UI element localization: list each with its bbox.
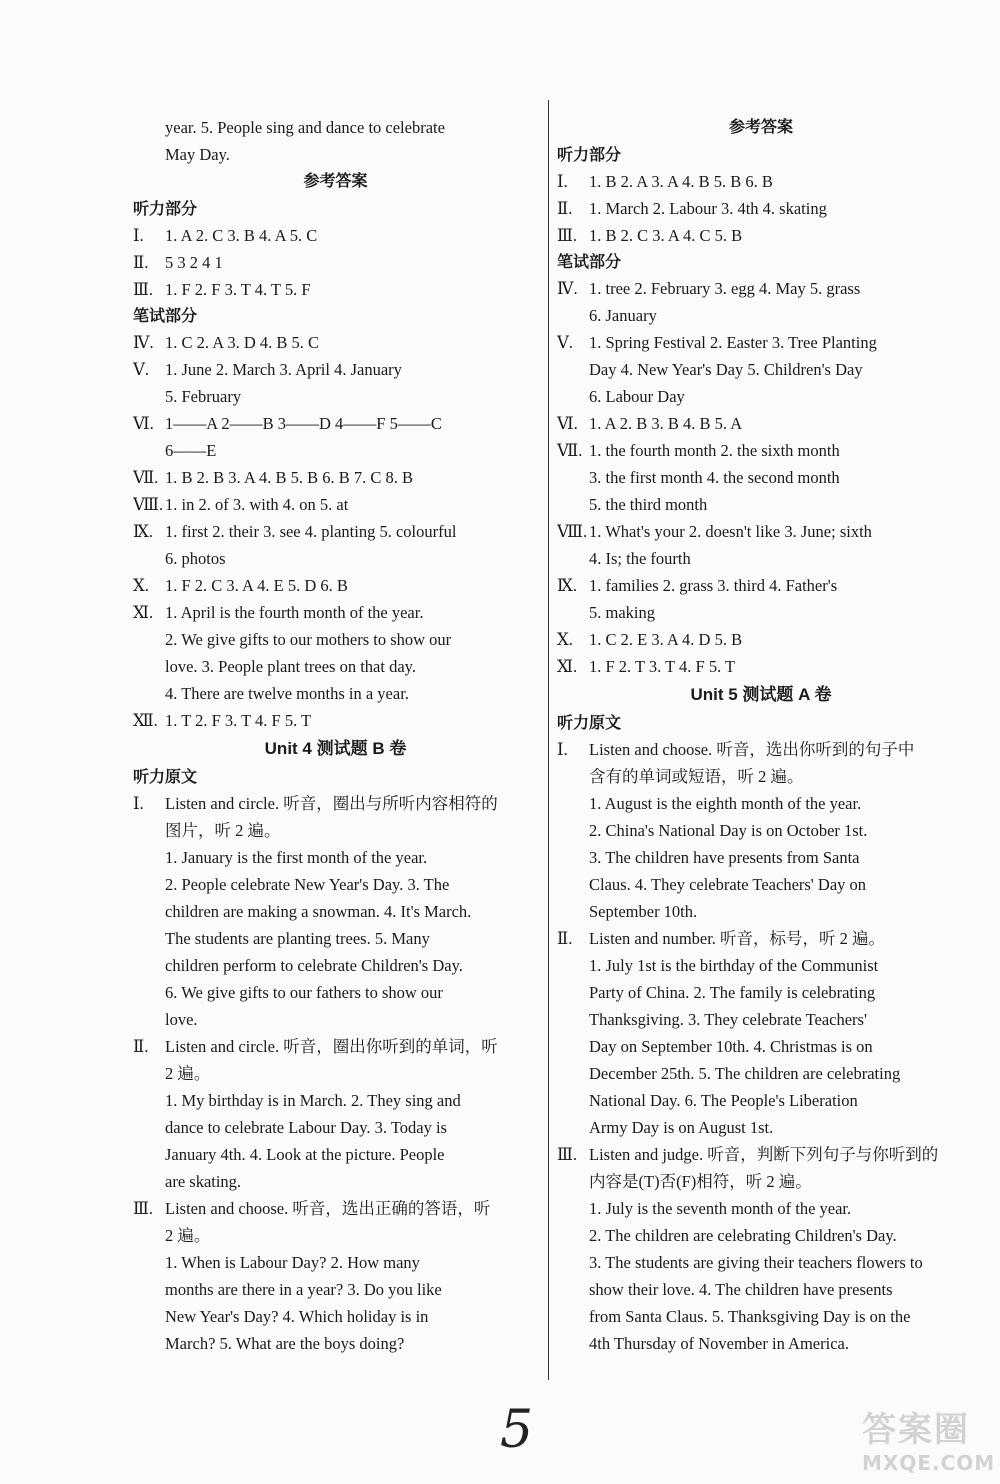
text-line: 6. January [589, 306, 657, 325]
answer-line [133, 1033, 538, 1060]
roman-numeral: Ⅵ. [557, 414, 578, 433]
roman-numeral: Ⅰ. [133, 226, 144, 245]
text-line: 6. photos [165, 549, 226, 568]
section-heading: 笔试部分 [133, 306, 198, 325]
text-line: Day 4. New Year's Day 5. Children's Day [589, 360, 863, 379]
answer-line [557, 626, 965, 653]
text-line: September 10th. [589, 902, 698, 921]
text-line: 内容是(T)否(F)相符，听 2 遍。 [589, 1172, 812, 1191]
roman-numeral: Ⅰ. [133, 794, 144, 813]
line-text: 1. What's your 2. doesn't like 3. June; sixth [589, 522, 872, 541]
section-heading: 听力部分 [133, 199, 198, 218]
answer-line [133, 249, 538, 276]
text-line: from Santa Claus. 5. Thanksgiving Day is on the [589, 1307, 911, 1326]
text-line: 6——E [165, 441, 217, 460]
text-line: May Day. [165, 145, 230, 164]
roman-numeral: Ⅰ. [557, 172, 568, 191]
text-line: 5. February [165, 387, 242, 406]
roman-numeral: Ⅸ. [133, 522, 154, 541]
roman-numeral: Ⅴ. [133, 360, 150, 379]
line-text: 1. March 2. Labour 3. 4th 4. skating [589, 199, 827, 218]
answer-line [133, 599, 538, 626]
unit-heading: Unit 4 测试题 B 卷 [264, 739, 407, 758]
answer-line [133, 790, 538, 817]
answer-line [557, 1141, 965, 1168]
answer-line [557, 195, 965, 222]
roman-numeral: Ⅳ. [133, 333, 154, 352]
roman-numeral: Ⅲ. [133, 1199, 154, 1218]
line-text: 1. B 2. B 3. A 4. B 5. B 6. B 7. C 8. B [165, 468, 414, 487]
line-text: Listen and choose. 听音，选出你听到的句子中 [589, 740, 915, 759]
text-line: Claus. 4. They celebrate Teachers' Day on [589, 875, 867, 894]
line-text: Listen and circle. 听音，圈出与所听内容相符的 [165, 794, 498, 813]
text-line: The students are planting trees. 5. Many [165, 929, 430, 948]
line-text: 5 3 2 4 1 [165, 253, 223, 272]
roman-numeral: Ⅱ. [133, 253, 149, 272]
text-line: 2. The children are celebrating Children's Day. [589, 1226, 897, 1245]
roman-numeral: Ⅻ. [133, 711, 158, 730]
roman-numeral: Ⅴ. [557, 333, 574, 352]
roman-numeral: Ⅺ. [557, 657, 578, 676]
text-line: 图片，听 2 遍。 [165, 821, 281, 840]
text-line: show their love. 4. The children have presents [589, 1280, 893, 1299]
watermark-logo [862, 1402, 996, 1475]
line-text: 1. A 2. B 3. B 4. B 5. A [589, 414, 743, 433]
left-column [133, 114, 538, 1357]
text-line: 1. July 1st is the birthday of the Communist [589, 956, 879, 975]
line-text: 1. first 2. their 3. see 4. planting 5. colourful [165, 522, 457, 541]
answer-line [557, 410, 965, 437]
text-line: love. [165, 1010, 198, 1029]
answer-heading: 参考答案 [303, 173, 368, 190]
text-line: New Year's Day? 4. Which holiday is in [165, 1307, 429, 1326]
right-column [557, 114, 965, 1357]
text-line: 2 遍。 [165, 1064, 211, 1083]
text-line: children perform to celebrate Children's Day. [165, 956, 463, 975]
roman-numeral: Ⅶ. [557, 441, 583, 460]
text-line: 2. China's National Day is on October 1st. [589, 821, 868, 840]
answer-line [133, 410, 538, 437]
line-text: 1. June 2. March 3. April 4. January [165, 360, 402, 379]
line-text: 1. A 2. C 3. B 4. A 5. C [165, 226, 318, 245]
roman-numeral: Ⅲ. [557, 1145, 578, 1164]
section-heading: 听力原文 [557, 713, 622, 732]
roman-numeral: Ⅳ. [557, 279, 578, 298]
roman-numeral: Ⅰ. [557, 740, 568, 759]
line-text: 1. April is the fourth month of the year. [165, 603, 424, 622]
roman-numeral: Ⅹ. [133, 576, 149, 595]
text-line: Day on September 10th. 4. Christmas is on [589, 1037, 873, 1056]
answer-line [557, 437, 965, 464]
text-line: December 25th. 5. The children are celebrating [589, 1064, 901, 1083]
answer-line [133, 329, 538, 356]
section-heading: 笔试部分 [557, 252, 622, 271]
roman-numeral: Ⅺ. [133, 603, 154, 622]
line-text: Listen and circle. 听音，圈出你听到的单词，听 [165, 1037, 498, 1056]
answer-line [133, 464, 538, 491]
line-text: 1. F 2. C 3. A 4. E 5. D 6. B [165, 576, 348, 595]
text-line: 1. January is the first month of the year. [165, 848, 428, 867]
section-heading: 听力部分 [557, 145, 622, 164]
line-text: 1. Spring Festival 2. Easter 3. Tree Planting [589, 333, 877, 352]
answer-line [557, 329, 965, 356]
roman-numeral: Ⅲ. [557, 226, 578, 245]
answer-heading: 参考答案 [728, 119, 793, 136]
line-text: 1. F 2. F 3. T 4. T 5. F [165, 280, 311, 299]
answer-line [557, 925, 965, 952]
answer-line [133, 222, 538, 249]
answer-line [133, 356, 538, 383]
roman-numeral: Ⅱ. [557, 199, 573, 218]
line-text: 1. C 2. A 3. D 4. B 5. C [165, 333, 320, 352]
text-line: children are making a snowman. 4. It's March. [165, 902, 472, 921]
line-text: 1. the fourth month 2. the sixth month [589, 441, 840, 460]
roman-numeral: Ⅷ. [557, 522, 588, 541]
answer-line [557, 736, 965, 763]
text-line: 3. the first month 4. the second month [589, 468, 840, 487]
unit-heading: Unit 5 测试题 A 卷 [690, 685, 832, 704]
line-text: 1. F 2. T 3. T 4. F 5. T [589, 657, 736, 676]
text-line: 2 遍。 [165, 1226, 211, 1245]
answer-line [133, 518, 538, 545]
roman-numeral: Ⅱ. [133, 1037, 149, 1056]
text-line: 6. We give gifts to our fathers to show our [165, 983, 443, 1002]
text-line: year. 5. People sing and dance to celebrate [165, 118, 445, 137]
roman-numeral: Ⅹ. [557, 630, 573, 649]
line-text: 1. in 2. of 3. with 4. on 5. at [165, 495, 349, 514]
text-line: 1. When is Labour Day? 2. How many [165, 1253, 420, 1272]
text-line: are skating. [165, 1172, 242, 1191]
answer-line [133, 707, 538, 734]
text-line: January 4th. 4. Look at the picture. People [165, 1145, 445, 1164]
roman-numeral: Ⅸ. [557, 576, 578, 595]
section-heading: 听力原文 [133, 767, 198, 786]
answer-line [557, 222, 965, 249]
answer-line [133, 276, 538, 303]
text-line: 4. There are twelve months in a year. [165, 684, 409, 703]
text-line: love. 3. People plant trees on that day. [165, 657, 416, 676]
text-line: 2. We give gifts to our mothers to show our [165, 630, 452, 649]
answer-line [557, 572, 965, 599]
answer-line [133, 491, 538, 518]
text-line: National Day. 6. The People's Liberation [589, 1091, 858, 1110]
text-line: months are there in a year? 3. Do you like [165, 1280, 442, 1299]
text-line: Party of China. 2. The family is celebrating [589, 983, 876, 1002]
text-line: 3. The students are giving their teachers flowers to [589, 1253, 923, 1272]
answer-line [133, 572, 538, 599]
answer-line [133, 1195, 538, 1222]
column-divider [548, 100, 549, 1380]
answer-line [557, 168, 965, 195]
answer-line [557, 275, 965, 302]
line-text: Listen and judge. 听音，判断下列句子与你听到的 [589, 1145, 939, 1164]
text-line: 含有的单词或短语，听 2 遍。 [589, 767, 804, 786]
text-line: 1. My birthday is in March. 2. They sing and [165, 1091, 461, 1110]
text-line: 2. People celebrate New Year's Day. 3. The [165, 875, 450, 894]
answer-line [557, 653, 965, 680]
line-text: 1. C 2. E 3. A 4. D 5. B [589, 630, 743, 649]
text-line: 5. making [589, 603, 655, 622]
line-text: 1——A 2——B 3——D 4——F 5——C [165, 414, 442, 433]
answer-line [557, 518, 965, 545]
line-text: 1. B 2. A 3. A 4. B 5. B 6. B [589, 172, 773, 191]
line-text: 1. tree 2. February 3. egg 4. May 5. grass [589, 279, 861, 298]
text-line: Thanksgiving. 3. They celebrate Teachers' [589, 1010, 867, 1029]
text-line: dance to celebrate Labour Day. 3. Today is [165, 1118, 447, 1137]
watermark-top: 答案圈 [862, 1410, 970, 1450]
text-line: 4. Is; the fourth [589, 549, 691, 568]
line-text: 1. T 2. F 3. T 4. F 5. T [165, 711, 312, 730]
text-line: 4th Thursday of November in America. [589, 1334, 849, 1353]
text-line: 5. the third month [589, 495, 708, 514]
text-line: March? 5. What are the boys doing? [165, 1334, 405, 1353]
text-line: 6. Labour Day [589, 387, 685, 406]
line-text: 1. families 2. grass 3. third 4. Father's [589, 576, 838, 595]
roman-numeral: Ⅷ. [133, 495, 164, 514]
roman-numeral: Ⅱ. [557, 929, 573, 948]
text-line: 1. August is the eighth month of the year. [589, 794, 862, 813]
line-text: 1. B 2. C 3. A 4. C 5. B [589, 226, 743, 245]
roman-numeral: Ⅲ. [133, 280, 154, 299]
page-number: 5 [500, 1400, 534, 1460]
line-text: Listen and choose. 听音，选出正确的答语，听 [165, 1199, 491, 1218]
line-text: Listen and number. 听音，标号，听 2 遍。 [589, 929, 886, 948]
text-line: 1. July is the seventh month of the year. [589, 1199, 852, 1218]
roman-numeral: Ⅶ. [133, 468, 159, 487]
watermark-bottom: MXQE.COM [862, 1451, 996, 1475]
text-line: Army Day is on August 1st. [589, 1118, 774, 1137]
roman-numeral: Ⅵ. [133, 414, 154, 433]
text-line: 3. The children have presents from Santa [589, 848, 860, 867]
